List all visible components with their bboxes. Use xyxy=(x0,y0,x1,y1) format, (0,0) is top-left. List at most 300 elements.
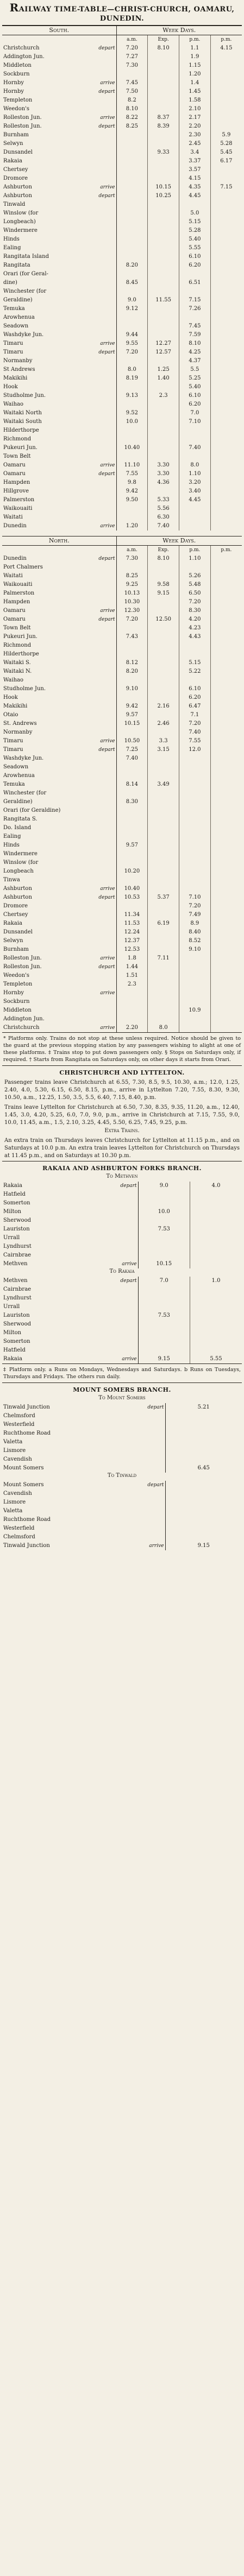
time-cell xyxy=(148,218,179,226)
north-subheader-row xyxy=(2,546,242,555)
arrive-depart xyxy=(122,1464,165,1473)
time-cell: 7.45 xyxy=(179,322,211,331)
time-cell: 8.22 xyxy=(116,113,148,122)
time-cell xyxy=(210,659,242,667)
somers-up-row xyxy=(2,1429,242,1438)
time-cell xyxy=(210,287,242,296)
arrive-depart xyxy=(84,711,116,719)
time-cell: 7.10 xyxy=(179,418,211,426)
arrive-depart xyxy=(84,580,116,589)
station-name: Addington Jun. xyxy=(3,54,45,60)
station-name: Oamaru xyxy=(3,471,26,477)
station-name: Palmerston xyxy=(3,590,35,596)
station-name: Chelmsford xyxy=(3,1413,35,1419)
station-name: Hinds xyxy=(3,236,20,242)
station-name: Windermere xyxy=(3,228,37,233)
station-name: Hornby xyxy=(3,80,24,86)
station-name: Tinwald xyxy=(3,201,26,207)
time-cell xyxy=(116,1015,148,1024)
time-cell: 1.44 xyxy=(116,963,148,971)
time-cell: 8.10 xyxy=(148,554,179,563)
time-cell: 7.55 xyxy=(116,470,148,478)
station-name: Richmond xyxy=(3,436,32,442)
time-cell xyxy=(210,105,242,113)
time-cell: 12.37 xyxy=(116,937,148,945)
north-row xyxy=(2,763,242,772)
north-row xyxy=(2,824,242,832)
time-cell: 7.50 xyxy=(116,87,148,96)
arrive-depart xyxy=(84,911,116,919)
station-name: Addington Jun. xyxy=(3,1016,45,1022)
time-cell xyxy=(210,79,242,87)
south-row xyxy=(2,122,242,131)
arrive-depart xyxy=(84,296,116,305)
arrive-depart: arrive xyxy=(100,1025,115,1031)
time-cell: 10.50 xyxy=(116,737,148,746)
station-name: Timaru xyxy=(3,738,23,744)
station-name: Studholme Jun. xyxy=(3,686,46,692)
time-cell: 7.20 xyxy=(116,348,148,357)
arrive-depart xyxy=(84,252,116,261)
south-row xyxy=(2,252,242,261)
time-cell: 2.46 xyxy=(148,719,179,728)
station-name: Winchester (for xyxy=(3,790,47,796)
somers-up-row xyxy=(2,1438,242,1447)
station-name: Makikihi xyxy=(3,703,28,709)
arrive-depart xyxy=(84,676,116,685)
station-name: Middleton xyxy=(3,62,32,68)
station-name: Somerton xyxy=(3,1200,30,1206)
north-row xyxy=(2,954,242,963)
station-name: Ealing xyxy=(3,245,21,251)
time-cell xyxy=(165,1524,242,1533)
time-cell xyxy=(179,841,210,850)
station-name: Sherwood xyxy=(3,1217,31,1223)
arrive-depart xyxy=(84,487,116,496)
time-cell: 7.40 xyxy=(179,728,210,737)
time-cell: 8.52 xyxy=(179,937,210,945)
station-name: Urrall xyxy=(3,1304,20,1310)
station-name: Otaio xyxy=(3,712,18,718)
time-cell xyxy=(148,435,179,444)
time-cell xyxy=(116,513,148,522)
time-cell xyxy=(138,1234,190,1242)
time-cell xyxy=(116,200,148,209)
station-name: Waihao xyxy=(3,401,23,407)
somers-down-row xyxy=(2,1542,242,1550)
time-cell: 10.40 xyxy=(116,885,148,893)
arrive-depart xyxy=(84,667,116,676)
time-cell xyxy=(116,824,148,832)
time-cell: 10.0 xyxy=(138,1208,190,1216)
time-cell: 9.15 xyxy=(148,589,179,598)
station-name: Burnham xyxy=(3,132,29,138)
north-direction-label: North. xyxy=(2,536,116,546)
time-cell xyxy=(210,580,242,589)
north-row xyxy=(2,850,242,858)
time-cell: 5.55 xyxy=(190,1355,242,1363)
north-col4-unit: p.m. xyxy=(210,546,242,555)
time-cell xyxy=(210,504,242,513)
somers-down-row xyxy=(2,1481,242,1489)
time-cell xyxy=(148,650,179,659)
time-cell xyxy=(116,218,148,226)
station-name: Cavendish xyxy=(3,1491,32,1497)
south-row xyxy=(2,261,242,270)
time-cell: 12.0 xyxy=(179,746,210,754)
arrive-depart xyxy=(122,1412,165,1420)
time-cell: 7.59 xyxy=(179,331,211,339)
time-cell: 9.12 xyxy=(116,305,148,313)
north-row xyxy=(2,902,242,911)
time-cell xyxy=(148,226,179,235)
arrive-depart xyxy=(84,305,116,313)
time-cell: 8.25 xyxy=(116,572,148,580)
time-cell: 1.58 xyxy=(179,96,211,105)
rakaia-up-row xyxy=(2,1216,242,1225)
south-row xyxy=(2,478,242,487)
time-cell: 3.37 xyxy=(179,157,211,166)
south-col2-unit: Exp. xyxy=(148,35,179,45)
arrive-depart xyxy=(100,1337,138,1346)
time-cell xyxy=(190,1225,242,1234)
time-cell: 1.1 xyxy=(179,44,211,53)
time-cell xyxy=(116,676,148,685)
south-row xyxy=(2,209,242,218)
south-row xyxy=(2,470,242,478)
arrive-depart xyxy=(84,140,116,148)
time-cell: 8.9 xyxy=(179,919,210,928)
time-cell: 10.30 xyxy=(116,598,148,607)
time-cell xyxy=(210,235,242,244)
time-cell xyxy=(148,806,179,815)
arrive-depart xyxy=(84,174,116,183)
arrive-depart xyxy=(84,279,116,287)
time-cell: 12.30 xyxy=(116,607,148,615)
time-cell xyxy=(116,357,148,365)
north-col3-unit: p.m. xyxy=(179,546,210,555)
time-cell: 7.1 xyxy=(179,711,210,719)
time-cell xyxy=(148,87,179,96)
time-cell xyxy=(148,858,179,867)
time-cell xyxy=(210,192,242,200)
time-cell: 10.15 xyxy=(148,183,179,192)
time-cell xyxy=(210,409,242,418)
time-cell xyxy=(148,563,179,572)
time-cell xyxy=(116,140,148,148)
time-cell xyxy=(210,252,242,261)
time-cell xyxy=(179,954,210,963)
time-cell: 1.10 xyxy=(179,470,211,478)
north-row xyxy=(2,780,242,789)
time-cell xyxy=(210,772,242,780)
time-cell xyxy=(210,589,242,598)
time-cell xyxy=(138,1216,190,1225)
time-cell: 4.45 xyxy=(179,192,211,200)
time-cell xyxy=(179,287,211,296)
time-cell xyxy=(116,166,148,174)
time-cell: 8.37 xyxy=(148,113,179,122)
time-cell xyxy=(210,954,242,963)
time-cell xyxy=(210,392,242,400)
time-cell: 4.15 xyxy=(210,44,242,53)
station-name: Ashburton xyxy=(3,894,32,900)
time-cell xyxy=(210,885,242,893)
rakaia-down-row xyxy=(2,1277,242,1285)
station-name: Ashburton xyxy=(3,193,32,199)
north-row xyxy=(2,806,242,815)
time-cell xyxy=(210,1015,242,1024)
arrive-depart: depart xyxy=(98,193,115,199)
station-name: Longbeach) xyxy=(3,219,36,225)
station-name: Palmerston xyxy=(3,497,35,503)
time-cell xyxy=(210,209,242,218)
station-name: Cairnbrae xyxy=(3,1252,32,1258)
rakaia-down-row xyxy=(2,1355,242,1363)
time-cell xyxy=(210,444,242,452)
station-name: Normanby xyxy=(3,729,33,735)
arrive-depart xyxy=(84,945,116,954)
south-col1-unit: a.m. xyxy=(116,35,148,45)
time-cell xyxy=(148,772,179,780)
arrive-depart: depart xyxy=(98,747,115,753)
time-cell: 7.27 xyxy=(116,53,148,61)
arrive-depart xyxy=(84,572,116,580)
time-cell xyxy=(165,1516,242,1524)
south-row xyxy=(2,374,242,383)
time-cell xyxy=(116,131,148,140)
station-name: St. Andrews xyxy=(3,721,37,727)
station-name: Rolleston Jun. xyxy=(3,964,42,970)
time-cell xyxy=(148,598,179,607)
time-cell: 6.17 xyxy=(210,157,242,166)
time-cell xyxy=(210,113,242,122)
time-cell xyxy=(116,435,148,444)
time-cell: 7.53 xyxy=(138,1311,190,1320)
time-cell: 8.19 xyxy=(116,374,148,383)
south-row xyxy=(2,235,242,244)
arrive-depart xyxy=(84,824,116,832)
time-cell xyxy=(179,824,210,832)
time-cell: 7.40 xyxy=(179,444,211,452)
time-cell: 9.10 xyxy=(116,685,148,693)
time-cell xyxy=(210,911,242,919)
station-name: Waihao xyxy=(3,677,23,683)
time-cell: 12.53 xyxy=(116,945,148,954)
north-timetable xyxy=(2,536,242,1032)
time-cell xyxy=(148,400,179,409)
station-name: Hook xyxy=(3,384,18,390)
time-cell: 2.45 xyxy=(179,140,211,148)
time-cell xyxy=(138,1320,190,1329)
time-cell xyxy=(210,867,242,876)
north-row xyxy=(2,728,242,737)
south-row xyxy=(2,183,242,192)
south-row xyxy=(2,305,242,313)
south-row xyxy=(2,496,242,504)
time-cell xyxy=(148,798,179,806)
time-cell xyxy=(210,331,242,339)
time-cell: 9.52 xyxy=(116,409,148,418)
time-cell: 11.55 xyxy=(148,296,179,305)
time-cell xyxy=(190,1190,242,1199)
time-cell xyxy=(138,1199,190,1208)
station-name: Selwyn xyxy=(3,141,23,147)
time-cell xyxy=(116,313,148,322)
time-cell xyxy=(210,383,242,392)
station-name: Winslow (for xyxy=(3,210,39,216)
time-cell xyxy=(179,858,210,867)
time-cell xyxy=(210,989,242,997)
time-cell xyxy=(116,815,148,824)
station-name: Rakaia xyxy=(3,1183,22,1189)
time-cell xyxy=(179,522,211,531)
station-name: Pukeuri Jun. xyxy=(3,445,37,451)
time-cell: 6.20 xyxy=(179,400,211,409)
south-row xyxy=(2,113,242,122)
arrive-depart: arrive xyxy=(100,80,115,86)
time-cell: 3.3 xyxy=(148,737,179,746)
time-cell xyxy=(210,1006,242,1015)
arrive-depart: depart xyxy=(98,964,115,970)
time-cell xyxy=(148,841,179,850)
station-name: St Andrews xyxy=(3,367,35,372)
station-name: Ashburton xyxy=(3,886,32,892)
time-cell xyxy=(116,504,148,513)
station-name: Hampden xyxy=(3,479,30,485)
time-cell: 3.30 xyxy=(148,461,179,470)
north-row xyxy=(2,624,242,633)
station-name: Lismore xyxy=(3,1499,26,1505)
arrive-depart xyxy=(122,1516,165,1524)
arrive-depart xyxy=(84,235,116,244)
south-row xyxy=(2,426,242,435)
time-cell: 3.40 xyxy=(179,487,211,496)
arrive-depart xyxy=(100,1320,138,1329)
station-name: Lauriston xyxy=(3,1312,30,1318)
time-cell: 7.55 xyxy=(179,737,210,746)
time-cell xyxy=(148,633,179,641)
time-cell xyxy=(210,598,242,607)
south-row xyxy=(2,313,242,322)
rakaia-up-row xyxy=(2,1251,242,1260)
station-name: Templeton xyxy=(3,981,33,987)
south-row xyxy=(2,365,242,374)
arrive-depart xyxy=(84,685,116,693)
time-cell xyxy=(148,61,179,70)
north-row xyxy=(2,815,242,824)
time-cell: 8.12 xyxy=(116,659,148,667)
south-row xyxy=(2,61,242,70)
time-cell: 9.55 xyxy=(116,339,148,348)
time-cell xyxy=(148,287,179,296)
north-row xyxy=(2,919,242,928)
time-cell xyxy=(138,1242,190,1251)
time-cell: 1.40 xyxy=(148,374,179,383)
north-row xyxy=(2,971,242,980)
arrive-depart xyxy=(84,980,116,989)
station-name: Town Belt xyxy=(3,625,31,631)
south-row xyxy=(2,452,242,461)
arrive-depart xyxy=(84,96,116,105)
time-cell: 4.25 xyxy=(179,348,211,357)
time-cell xyxy=(210,945,242,954)
rakaia-up-table xyxy=(2,1182,242,1268)
north-row xyxy=(2,598,242,607)
time-cell: 7.40 xyxy=(148,522,179,531)
time-cell xyxy=(148,409,179,418)
time-cell xyxy=(210,305,242,313)
time-cell: 9.44 xyxy=(116,331,148,339)
arrive-depart xyxy=(84,105,116,113)
station-name: dine) xyxy=(3,280,17,286)
time-cell xyxy=(148,70,179,79)
arrive-depart xyxy=(84,937,116,945)
time-cell xyxy=(210,919,242,928)
north-row xyxy=(2,963,242,971)
time-cell xyxy=(148,911,179,919)
north-row xyxy=(2,702,242,711)
station-name: Washdyke Jun. xyxy=(3,332,44,338)
time-cell: 11.10 xyxy=(116,461,148,470)
arrive-depart xyxy=(84,244,116,252)
time-cell: 4.23 xyxy=(179,624,210,633)
station-name: Washdyke Jun. xyxy=(3,755,44,761)
time-cell xyxy=(179,989,210,997)
time-cell xyxy=(190,1337,242,1346)
north-row xyxy=(2,719,242,728)
time-cell: 8.10 xyxy=(148,44,179,53)
arrive-depart: arrive xyxy=(100,341,115,346)
time-cell xyxy=(148,693,179,702)
time-cell: 7.45 xyxy=(116,79,148,87)
north-row xyxy=(2,554,242,563)
time-cell xyxy=(190,1294,242,1303)
time-cell xyxy=(179,435,211,444)
time-cell xyxy=(148,945,179,954)
time-cell xyxy=(179,754,210,763)
time-cell: 5.5 xyxy=(179,365,211,374)
time-cell xyxy=(148,235,179,244)
time-cell: 2.20 xyxy=(179,122,211,131)
arrive-depart xyxy=(84,563,116,572)
time-cell: 2.17 xyxy=(179,113,211,122)
time-cell xyxy=(148,676,179,685)
time-cell: 6.51 xyxy=(179,279,211,287)
time-cell xyxy=(148,997,179,1006)
rakaia-notes: ‡ Platform only. a Runs on Mondays, Wednesdays and Saturdays. b Runs on Tuesdays, Thursdays and Fridays. The others run daily. xyxy=(2,1363,242,1382)
north-row xyxy=(2,893,242,902)
station-name: Urrall xyxy=(3,1235,20,1241)
arrive-depart xyxy=(84,850,116,858)
arrive-depart xyxy=(84,772,116,780)
time-cell xyxy=(148,357,179,365)
time-cell xyxy=(210,719,242,728)
arrive-depart xyxy=(84,409,116,418)
time-cell xyxy=(116,148,148,157)
north-row xyxy=(2,867,242,876)
somers-down-row xyxy=(2,1533,242,1542)
arrive-depart xyxy=(84,798,116,806)
station-name: Waitaki S. xyxy=(3,660,31,666)
time-cell xyxy=(179,504,211,513)
arrive-depart xyxy=(84,270,116,279)
arrive-depart xyxy=(100,1190,138,1199)
station-name: Hinds xyxy=(3,842,20,848)
arrive-depart xyxy=(84,971,116,980)
time-cell xyxy=(190,1251,242,1260)
somers-down-row xyxy=(2,1498,242,1507)
